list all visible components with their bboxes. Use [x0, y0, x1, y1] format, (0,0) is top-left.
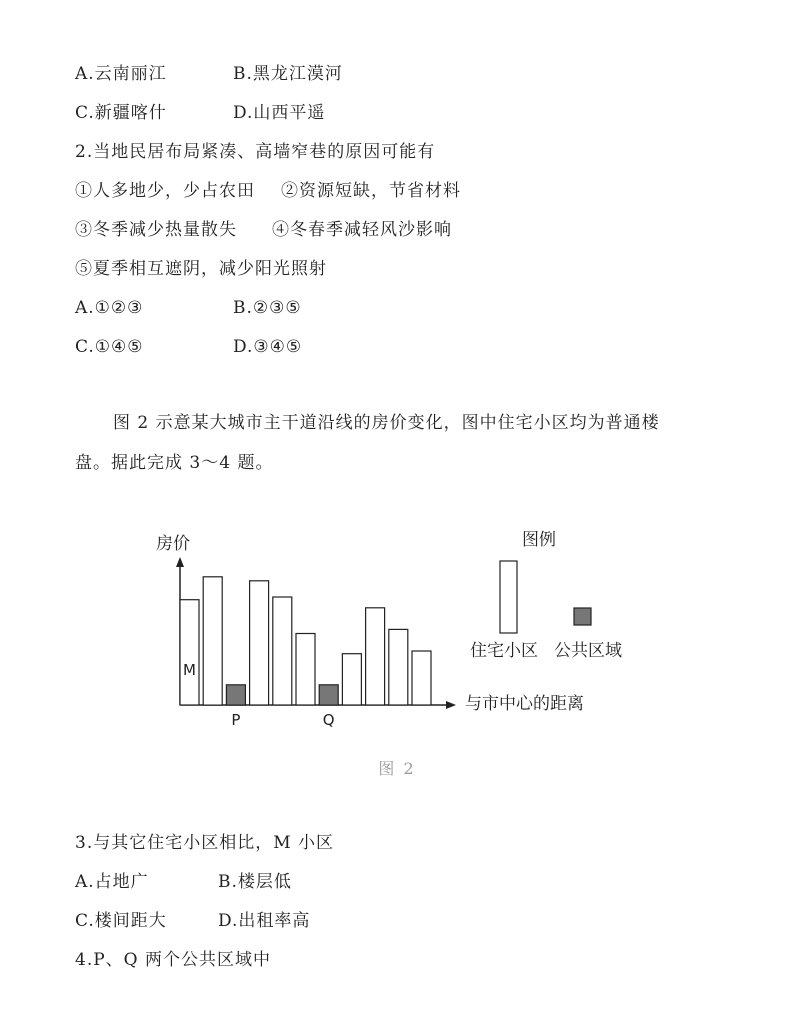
q2-option-d: D.③④⑤ — [233, 337, 303, 357]
intro-line-2: 盘。据此完成 3～4 题。 — [75, 453, 274, 473]
q3-option-b: B.楼层低 — [218, 872, 292, 892]
legend-residential-swatch — [500, 561, 517, 633]
y-axis-label: 房价 — [156, 534, 190, 554]
residential-bar — [180, 600, 199, 705]
residential-bar — [412, 651, 431, 705]
q3-option-d: D.出租率高 — [218, 911, 311, 931]
q4-stem: 4.P、Q 两个公共区域中 — [75, 950, 271, 970]
bars-group — [180, 577, 431, 705]
q3-option-a: A.占地广 — [75, 872, 149, 892]
y-axis-arrow — [176, 557, 184, 567]
x-axis-arrow — [446, 701, 456, 709]
q2-stem: 2.当地民居布局紧凑、高墙窄巷的原因可能有 — [75, 142, 436, 162]
q3-stem: 3.与其它住宅小区相比，M 小区 — [75, 833, 335, 853]
q3-option-c: C.楼间距大 — [75, 911, 167, 931]
bar-label-q: Q — [322, 711, 335, 729]
residential-bar — [342, 654, 361, 705]
q1-option-a: A.云南丽江 — [75, 64, 167, 84]
q2-option-b: B.②③⑤ — [233, 298, 302, 318]
residential-bar — [366, 608, 385, 705]
public-area-bar — [319, 685, 338, 705]
q2-item-3: ③冬季减少热量散失 — [75, 220, 237, 240]
q2-item-1: ①人多地少，少占农田 — [75, 181, 255, 201]
q2-item-5: ⑤夏季相互遮阴，减少阳光照射 — [75, 259, 327, 279]
q2-option-c: C.①④⑤ — [75, 337, 144, 357]
legend-title: 图例 — [522, 530, 556, 550]
figure-caption: 图 2 — [378, 759, 416, 778]
residential-bar — [273, 597, 292, 705]
q2-item-2: ②资源短缺，节省材料 — [281, 181, 461, 201]
legend-public-label: 公共区域 — [554, 641, 622, 661]
house-price-chart — [140, 515, 660, 740]
public-area-bar — [226, 685, 245, 705]
q2-option-a: A.①②③ — [75, 298, 144, 318]
intro-line-1: 图 2 示意某大城市主干道沿线的房价变化，图中住宅小区均为普通楼 — [113, 413, 660, 433]
bar-label-m: M — [183, 661, 196, 679]
legend-residential-label: 住宅小区 — [470, 641, 538, 661]
residential-bar — [296, 634, 315, 706]
residential-bar — [203, 577, 222, 705]
q2-item-4: ④冬春季减轻风沙影响 — [272, 220, 452, 240]
q1-option-b: B.黑龙江漠河 — [233, 64, 343, 84]
residential-bar — [389, 629, 408, 705]
legend — [470, 530, 622, 661]
q1-option-c: C.新疆喀什 — [75, 103, 167, 123]
q1-option-d: D.山西平遥 — [233, 103, 326, 123]
residential-bar — [250, 581, 269, 705]
bar-label-p: P — [231, 711, 241, 729]
x-axis-label: 与市中心的距离 — [465, 694, 584, 714]
legend-public-swatch — [574, 608, 591, 625]
